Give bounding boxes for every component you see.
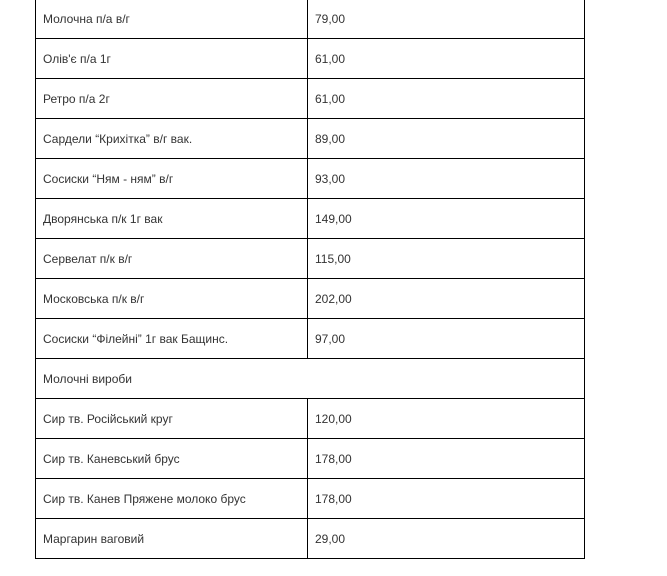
product-price-cell: 149,00 — [308, 199, 585, 239]
table-row — [36, 199, 585, 239]
product-name-cell: Дворянська п/к 1г вак — [36, 199, 308, 239]
product-name-cell: Сир тв. Російський круг — [36, 399, 308, 439]
product-name-cell: Сир тв. Канев Пряжене молоко брус — [36, 479, 308, 519]
price-table-body — [36, 0, 585, 559]
product-name-cell: Молочна п/а в/г — [36, 0, 308, 39]
table-row — [36, 239, 585, 279]
table-row — [36, 279, 585, 319]
product-price-cell: 97,00 — [308, 319, 585, 359]
product-name-cell: Сервелат п/к в/г — [36, 239, 308, 279]
product-name-cell: Ретро п/а 2г — [36, 79, 308, 119]
product-name-cell: Московська п/к в/г — [36, 279, 308, 319]
price-table — [35, 0, 585, 559]
product-price-cell: 93,00 — [308, 159, 585, 199]
section-title: Молочні вироби — [36, 359, 585, 399]
product-price-cell: 61,00 — [308, 79, 585, 119]
product-price-cell: 178,00 — [308, 479, 585, 519]
table-row — [36, 319, 585, 359]
table-row — [36, 0, 585, 39]
table-row — [36, 159, 585, 199]
table-row — [36, 119, 585, 159]
table-row — [36, 439, 585, 479]
table-row — [36, 39, 585, 79]
product-price-cell: 79,00 — [308, 0, 585, 39]
table-row — [36, 479, 585, 519]
product-name-cell: Сосиски “Філейні” 1г вак Бащинс. — [36, 319, 308, 359]
product-price-cell: 29,00 — [308, 519, 585, 559]
table-row — [36, 79, 585, 119]
product-name-cell: Сир тв. Каневський брус — [36, 439, 308, 479]
section-header-row — [36, 359, 585, 399]
product-price-cell: 120,00 — [308, 399, 585, 439]
product-name-cell: Маргарин ваговий — [36, 519, 308, 559]
product-price-cell: 178,00 — [308, 439, 585, 479]
product-name-cell: Олів'є п/а 1г — [36, 39, 308, 79]
product-name-cell: Сосиски “Ням - ням” в/г — [36, 159, 308, 199]
product-name-cell: Сардели “Крихітка” в/г вак. — [36, 119, 308, 159]
product-price-cell: 61,00 — [308, 39, 585, 79]
product-price-cell: 89,00 — [308, 119, 585, 159]
table-row — [36, 519, 585, 559]
table-row — [36, 399, 585, 439]
product-price-cell: 202,00 — [308, 279, 585, 319]
product-price-cell: 115,00 — [308, 239, 585, 279]
